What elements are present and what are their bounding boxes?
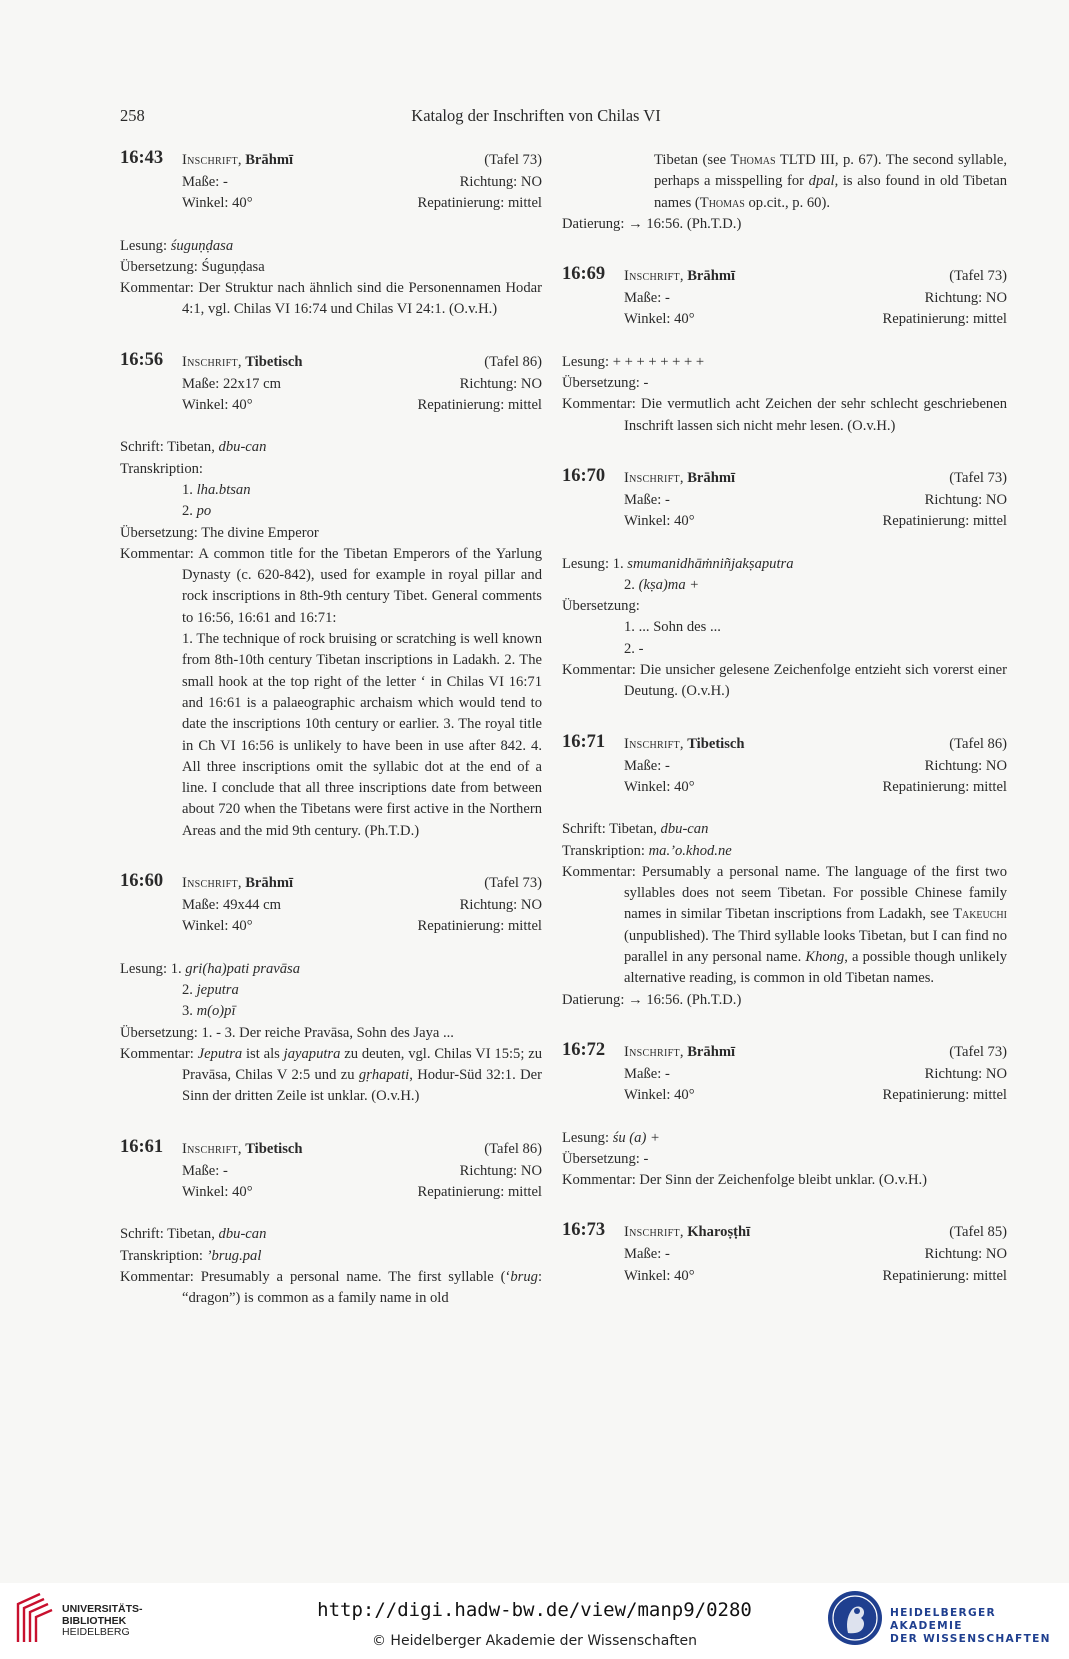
entry-header [562,731,1007,756]
entry-number: 16:73 [562,1220,606,1241]
entry-number: 16:56 [120,349,164,370]
meta-row: Maße: - Richtung: NO [624,290,1007,307]
entry-number: 16:60 [120,871,164,892]
uebersetzung-line: 2. - [624,640,644,657]
transkription-line: 1. lha.btsan [182,481,251,498]
meta-row: Winkel: 40° Repatinierung: mittel [624,1087,1007,1104]
tafel-ref: (Tafel 86) [484,1140,542,1157]
tafel-ref: (Tafel 73) [949,469,1007,486]
datierung: Datierung: → 16:56. (Ph.T.D.) [562,991,742,1008]
meta-row: Winkel: 40° Repatinierung: mittel [182,195,542,212]
right-column [562,150,1008,1318]
tafel-ref: (Tafel 86) [484,353,542,370]
uebersetzung: Übersetzung: 1. - 3. Der reiche Pravāsa, Sohn des Jaya ... [120,1024,454,1041]
entry-type: Inschrift, Tibetisch [182,1140,303,1157]
meta-row: Maße: - Richtung: NO [182,174,542,190]
transkription: Transkription: [120,460,203,477]
entry-16-70 [562,465,1007,703]
meta-row: Winkel: 40° Repatinierung: mittel [624,513,1007,530]
entry-type: Inschrift, Tibetisch [624,735,745,752]
entry-16-69 [562,266,1007,437]
entry-16-61-continued [562,150,1008,235]
tafel-ref: (Tafel 73) [949,1043,1007,1060]
entry-16-72 [562,1039,1007,1191]
entry-header [120,150,542,172]
entry-16-73 [562,1222,1007,1287]
lesung-line: 3. m(o)pī [182,1003,236,1020]
uebersetzung: Übersetzung: - [562,375,649,392]
meta-row: Winkel: 40° Repatinierung: mittel [182,397,542,414]
academy-name: HEIDELBERGER AKADEMIE DER WISSENSCHAFTEN [890,1607,1051,1645]
uebersetzung: Übersetzung: - [562,1150,649,1167]
kommentar: Kommentar: Der Sinn der Zeichenfolge bleibt unklar. (O.v.H.) [562,1172,928,1189]
tafel-ref: (Tafel 73) [484,152,542,168]
entry-16-71 [562,731,1007,1011]
tafel-ref: (Tafel 86) [949,735,1007,752]
entry-header [120,349,542,374]
meta-row: Maße: 49x44 cm Richtung: NO [182,897,542,914]
lesung: Lesung: śu (a) + [562,1129,660,1146]
transkription: Transkription: ma.’o.khod.ne [562,842,732,859]
kommentar-continued: 1. The technique of rock bruising or scratching is well known from 8th-10th century Tibetan inscriptions in Ladakh. 2. The small hook at the top right of the letter ‘ in Chilas VI 16:71 and 16:61 is a palaeographic archaism which would tend to date the inscriptions 10th century or earlier. 3. The royal title in Ch VI 16:56 is unlikely to have been in use after 842. 4. All three inscriptions omit the syllabic dot at the end of a line. I conclude that all three inscriptions date from between about 720 when the Tibetans were first active in the Northern Areas and the mid 9th century. (Ph.T.D.) [182,631,542,839]
meta-row: Winkel: 40° Repatinierung: mittel [182,918,542,935]
tafel-ref: (Tafel 73) [484,875,542,892]
meta-row: Winkel: 40° Repatinierung: mittel [182,1183,542,1200]
page-number: 258 [120,106,145,125]
entry-type: Inschrift, Brāhmī [182,875,294,892]
entry-type: Inschrift, Brāhmī [182,152,294,168]
kommentar: Kommentar: A common title for the Tibetan Emperors of the Yarlung Dynasty (c. 620-842), used for example in royal pillar and rock inscriptions in 8th-9th century Tibet. General comments to 16:56, 16:61 and 16:71: [120,545,542,626]
kommentar: Kommentar: Der Struktur nach ähnlich sind die Personennamen Hodar 4:1, vgl. Chilas VI 16:74 und Chilas VI 24:1. (O.v.H.) [120,280,542,318]
meta-row: Maße: - Richtung: NO [182,1162,542,1179]
kommentar-continued: Tibetan (see Thomas TLTD III, p. 67). The second syllable, perhaps a misspelling for dpal, is also found in old Tibetan names (Thomas op.cit., p. 60). [654,152,1008,211]
meta-row: Winkel: 40° Repatinierung: mittel [624,311,1007,328]
kommentar: Kommentar: Die vermutlich acht Zeichen der sehr schlecht geschriebenen Inschrift lassen sich nicht mehr lesen. (O.v.H.) [562,396,1008,434]
meta-row: Maße: - Richtung: NO [624,1065,1007,1082]
entry-header [562,266,1007,288]
entry-type: Inschrift, Brāhmī [624,268,736,285]
entry-number: 16:61 [120,1136,164,1157]
schrift: Schrift: Tibetan, dbu-can [562,821,709,838]
entry-type: Inschrift, Brāhmī [624,1043,736,1060]
entry-header [562,465,1007,490]
transkription-line: 2. po [182,503,212,520]
academy-seal-icon [826,1589,884,1647]
transkription: Transkription: ’brug.pal [120,1247,262,1264]
meta-row: Maße: - Richtung: NO [624,491,1007,508]
entry-header [562,1222,1007,1244]
kommentar: Kommentar: Die unsicher gelesene Zeichenfolge entzieht sich vorerst einer Deutung. (O.v.H.) [562,662,1007,700]
meta-row: Maße: - Richtung: NO [624,1246,1007,1263]
entry-number: 16:70 [562,465,606,486]
lesung: Lesung: 1. smumanidhāṁniñjakṣaputra [562,555,794,572]
entry-16-60 [120,873,542,1108]
meta-row: Winkel: 40° Repatinierung: mittel [624,778,1007,795]
entry-header [120,1136,542,1161]
lesung-line: 2. (kṣa)ma + [624,576,700,593]
meta-row: Maße: 22x17 cm Richtung: NO [182,375,542,392]
meta-row: Winkel: 40° Repatinierung: mittel [624,1267,1007,1284]
entry-type: Inschrift, Kharoṣṭhī [624,1224,751,1241]
lesung: Lesung: + + + + + + + + [562,353,705,370]
entry-number: 16:43 [120,148,164,168]
running-head [120,106,952,130]
kommentar: Kommentar: Jeputra ist als jayaputra zu deuten, vgl. Chilas VI 15:5; zu Pravāsa, Chilas V 2:5 und zu gṛhapati, Hodur-Süd 32:1. Der Sinn der dritten Zeile ist unklar. (O.v.H.) [120,1045,542,1105]
uebersetzung: Übersetzung: The divine Emperor [120,524,319,541]
entry-number: 16:71 [562,731,606,752]
page-title: Katalog der Inschriften von Chilas VI [411,106,661,125]
uebersetzung: Übersetzung: [562,598,640,615]
lesung-line: 2. jeputra [182,981,239,998]
university-library-name: UNIVERSITÄTS- BIBLIOTHEK HEIDELBERG [62,1603,143,1638]
schrift: Schrift: Tibetan, dbu-can [120,439,267,456]
entry-16-56 [120,349,542,842]
meta-row: Maße: - Richtung: NO [624,757,1007,774]
lesung: Lesung: śuguṇḍasa [120,237,234,254]
uebersetzung-line: 1. ... Sohn des ... [624,619,721,636]
kommentar: Kommentar: Persumably a personal name. The language of the first two syllables does not seem Tibetan. For possible Chinese family names in similar Tibetan inscriptions from Ladakh, see Takeuchi (unpublished). The Third syllable looks Tibetan, but I can find no parallel in any personal name. Khong, a possible though unlikely alternative reading, is common in old Tibetan names. [562,863,1007,987]
entry-type: Inschrift, Tibetisch [182,353,303,370]
entry-type: Inschrift, Brāhmī [624,469,736,486]
tafel-ref: (Tafel 85) [949,1224,1007,1241]
entry-number: 16:72 [562,1039,606,1060]
entry-16-61 [120,1136,542,1310]
lesung: Lesung: 1. gri(ha)pati pravāsa [120,960,301,977]
entry-header [562,1039,1007,1064]
uebersetzung: Übersetzung: Śuguṇḍasa [120,258,265,275]
schrift: Schrift: Tibetan, dbu-can [120,1226,267,1243]
digital-copy-link[interactable]: http://digi.hadw-bw.de/view/manp9/0280 [317,1599,752,1621]
datierung: Datierung: → 16:56. (Ph.T.D.) [562,215,742,232]
copyright-notice: © Heidelberger Akademie der Wissenschaften [371,1633,697,1649]
left-column [120,150,542,1340]
entry-header [120,873,542,895]
entry-16-43 [120,150,542,321]
entry-number: 16:69 [562,264,606,285]
tafel-ref: (Tafel 73) [949,268,1007,285]
kommentar: Kommentar: Presumably a personal name. The first syllable (‘brug: “dragon”) is common as a family name in old [120,1268,542,1307]
